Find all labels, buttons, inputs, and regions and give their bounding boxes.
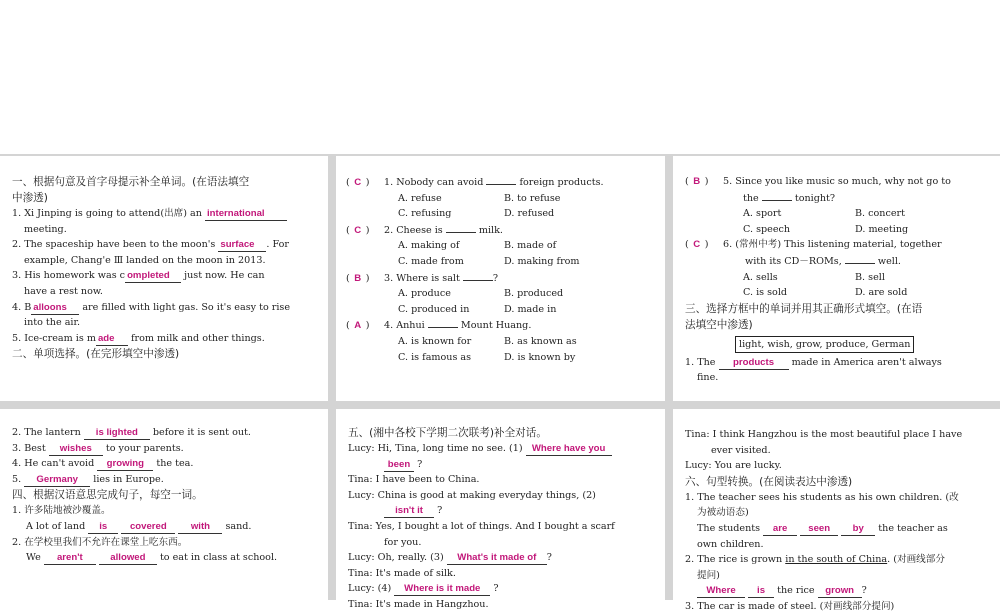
dialogue-line-4: Tina: Yes, I bought a lot of things. And I bought a scarf bbox=[348, 520, 615, 532]
panel-fill-and-translate bbox=[0, 409, 328, 600]
section-heading-3-cont: 法填空中渗透) bbox=[685, 318, 753, 331]
dialogue-line-2: Tina: I have been to China. bbox=[348, 474, 480, 486]
transform-question-3: 3. The car is made of steel. (对画线部分提问) bbox=[685, 600, 895, 612]
translate-answer-1: A lot of land is covered with sand. bbox=[26, 520, 252, 532]
dialogue-line-3: Lucy: China is good at making everyday things, (2) bbox=[348, 489, 596, 501]
answer-4: alloons bbox=[31, 302, 79, 315]
fill-answer-4: growing bbox=[97, 458, 153, 471]
translate-prompt-1: 1. 许多陆地被沙覆盖。 bbox=[12, 505, 111, 517]
fill-question-2: 2. The lantern is lighted before it is sent out. bbox=[12, 427, 251, 438]
panel-vocabulary: 一、根据句意及首字母提示补全单词。(在语法填空 中渗透) 1. Xi Jinping is going to attend(出席) an international meeting. 2. The spaceship have been to the moon's surface . For example, Chang'e Ⅲ landed on the moon in 2013. 3. His homework was c ompleted just now. He can have a rest now. 4. B alloons are filled with light gas. So it's easy to rise into the air. 5. Ice-cream is m ade from milk and other things. 二、单项选择。(在完形填空中渗透) bbox=[0, 156, 328, 401]
dialogue-answer-2: isn't it bbox=[384, 505, 434, 518]
section-heading-2: 二、单项选择。(在完形填空中渗透) bbox=[12, 348, 180, 361]
word-box: light, wish, grow, produce, German bbox=[735, 336, 914, 353]
transform-question-2: 2. The rice is grown in the south of China. (对画线部分 bbox=[685, 554, 945, 566]
dialogue-line-10: Lucy: You are lucky. bbox=[685, 460, 782, 472]
mc-answer-2: C bbox=[354, 224, 362, 236]
transform-answer-2: Where is the rice grown ? bbox=[685, 583, 986, 599]
section-heading-5: 五、(湘中各校下学期二次联考)补全对话。 bbox=[348, 427, 547, 439]
fill-answer-3: wishes bbox=[49, 443, 103, 456]
mc-answer-5: B bbox=[693, 176, 701, 187]
mc-options-2: A. making of B. made of bbox=[398, 240, 557, 252]
mc-options-6: A. sells B. sell bbox=[743, 271, 885, 283]
answer-5: ade bbox=[96, 333, 128, 346]
mc-answer-6: C bbox=[693, 239, 701, 251]
mc-question-5: ( B ) 5. Since you like music so much, why not go to bbox=[685, 174, 986, 190]
dialogue-answer-4: Where is it made bbox=[394, 583, 490, 596]
dialogue-answer-3: What's it made of bbox=[447, 552, 547, 565]
fill-answer-2: is lighted bbox=[84, 427, 150, 440]
fill-answer-5: Germany bbox=[24, 474, 90, 487]
section-heading-6: 六、句型转换。(在阅读表达中渗透) bbox=[685, 475, 853, 488]
mc-question-2: ( C ) 2. Cheese is milk. bbox=[346, 222, 651, 239]
mc-answer-4: A bbox=[354, 320, 362, 332]
dialogue-line-9: Tina: I think Hangzhou is the most beautiful place I have bbox=[685, 429, 963, 440]
dialogue-answer-1: Where have you bbox=[526, 443, 612, 456]
question-2: 2. The spaceship have been to the moon's surface . For bbox=[12, 239, 289, 251]
panel-multiple-choice-1: ( C ) 1. Nobody can avoid foreign products. A. refuse B. to refuse C. refusing D. refused ( C ) 2. Cheese is milk. A. making of B. made of C. made from D. making from ( B ) 3. Where is salt ? A. produce B. produced C. produced in D. made in ( A ) 4. Anhui Mount Huang. A. is known for B. as known as C. is famous as D. is known by bbox=[336, 156, 665, 401]
question-4: 4. B alloons are filled with light gas. So it's easy to rise bbox=[12, 301, 291, 313]
dialogue-line-1: Lucy: Hi, Tina, long time no see. (1) Where have you bbox=[348, 441, 651, 457]
fill-answer-1: products bbox=[719, 357, 789, 370]
fill-question-1: 1. The products made in America aren't always bbox=[685, 356, 942, 368]
transform-answer-1: The students are seen by the teacher as bbox=[697, 522, 948, 534]
fill-question-5: 5. Germany lies in Europe. bbox=[12, 473, 164, 485]
panel-multiple-choice-2: ( B ) 5. Since you like music so much, why not go to the tonight? A. sport B. concert C. speech D. meeting ( C ) 6. (常州中考) This listening material, together with its CD－ROMs, well. A. sells B. sell C. is sold D. are sold 三、选择方框中的单词并用其正确形式填空。(在语 法填空中渗透) light, wish, grow, produce, German 1. The products made in America aren't always fine. bbox=[673, 156, 1000, 401]
mc-question-4: ( A ) 4. Anhui Mount Huang. bbox=[346, 317, 651, 334]
mc-question-6: ( C ) 6. (常州中考) This listening material, together bbox=[685, 237, 986, 253]
mc-options-3: A. produce B. produced bbox=[398, 288, 564, 300]
question-1: 1. Xi Jinping is going to attend(出席) an international bbox=[12, 206, 314, 222]
answer-2: surface bbox=[218, 239, 266, 252]
answer-1: international bbox=[205, 208, 287, 221]
dialogue-line-5: Lucy: Oh, really. (3) What's it made of ? bbox=[348, 552, 552, 564]
transform-question-1: 1. The teacher sees his students as his own children. (改 bbox=[685, 491, 959, 503]
fill-question-4: 4. He can't avoid growing the tea. bbox=[12, 458, 194, 470]
mc-question-3: ( B ) 3. Where is salt ? bbox=[346, 270, 651, 287]
panel-dialogue: 五、(湘中各校下学期二次联考)补全对话。 Lucy: Hi, Tina, long time no see. (1) Where have you been ? Tina: I have been to China. Lucy: China is good at making everyday things, (2) isn't it ? Tina: Yes, I bought a lot of things. And I bought a scarf for you. Lucy: Oh, really. (3) What's it made of ? Tina: It's made of silk. Lucy: (4) Where is it made ? Tina: It's made in Hangzhou. bbox=[336, 409, 665, 600]
mc-question-1: ( C ) 1. Nobody can avoid foreign products. bbox=[346, 174, 651, 191]
section-heading-3: 三、选择方框中的单词并用其正确形式填空。(在语 bbox=[685, 302, 923, 315]
translate-prompt-2: 2. 在学校里我们不允许在课堂上吃东西。 bbox=[12, 536, 188, 548]
question-5: 5. Ice-cream is m ade from milk and other things. bbox=[12, 332, 265, 344]
translate-answer-2: We aren't allowed to eat in class at school. bbox=[26, 552, 278, 564]
mc-options-1: A. refuse B. to refuse bbox=[398, 192, 561, 204]
dialogue-line-7: Lucy: (4) Where is it made ? bbox=[348, 583, 499, 595]
section-heading-4: 四、根据汉语意思完成句子，每空一词。 bbox=[12, 489, 203, 502]
mc-options-5: A. sport B. concert bbox=[743, 208, 905, 220]
section-heading-1: 一、根据句意及首字母提示补全单词。(在语法填空 bbox=[12, 176, 250, 188]
section-heading-1-cont: 中渗透) bbox=[12, 192, 48, 204]
mc-answer-3: B bbox=[354, 272, 362, 284]
mc-answer-1: C bbox=[354, 177, 362, 188]
answer-3: ompleted bbox=[125, 270, 181, 283]
mc-options-4: A. is known for B. as known as bbox=[398, 335, 577, 347]
fill-question-3: 3. Best wishes to your parents. bbox=[12, 442, 184, 454]
question-3: 3. His homework was c ompleted just now. He can bbox=[12, 270, 265, 282]
panel-sentence-transform: Tina: I think Hangzhou is the most beautiful place I have ever visited. Lucy: You are lucky. 六、句型转换。(在阅读表达中渗透) 1. The teacher sees his students as his own children. (改 为被动语态) The students are seen by the teacher as own children. 2. The rice is grown in the south of China. (对画线部分 提问) Where is the rice grown ? 3. The car is made of steel. (对画线部分提问) bbox=[673, 409, 1000, 600]
dialogue-line-8: Tina: It's made in Hangzhou. bbox=[348, 598, 489, 610]
dialogue-line-6: Tina: It's made of silk. bbox=[348, 567, 456, 579]
